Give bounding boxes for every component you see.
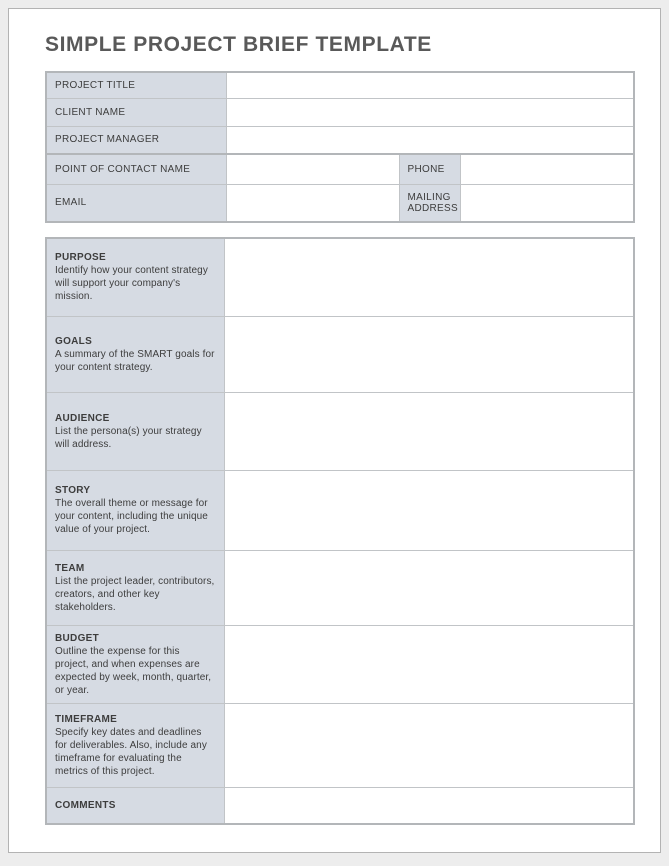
section-description: Specify key dates and deadlines for deliverables. Also, include any timeframe for evaluating the metrics of this project. <box>55 726 207 777</box>
team-input-cell[interactable] <box>224 550 634 625</box>
story-input-cell[interactable] <box>224 470 634 550</box>
table-row <box>46 72 634 98</box>
point-of-contact-label: POINT OF CONTACT NAME <box>46 154 226 184</box>
client-name-label: CLIENT NAME <box>46 98 226 126</box>
table-row <box>46 787 634 824</box>
point-of-contact-input-cell[interactable] <box>226 154 399 184</box>
table-row <box>46 154 634 184</box>
audience-label <box>46 392 224 470</box>
section-description: The overall theme or message for your content, including the unique value of your project. <box>55 498 208 535</box>
contact-info-table <box>45 71 635 223</box>
project-manager-input-cell[interactable] <box>226 126 634 154</box>
project-title-label: PROJECT TITLE <box>46 72 226 98</box>
section-heading: BUDGET <box>55 632 100 644</box>
comments-input-cell[interactable] <box>224 787 634 824</box>
section-heading: PURPOSE <box>55 252 107 264</box>
section-heading: TIMEFRAME <box>55 713 118 725</box>
mailing-address-label: MAILING ADDRESS <box>399 184 460 222</box>
section-heading: COMMENTS <box>55 799 116 811</box>
table-row <box>46 470 634 550</box>
timeframe-input-cell[interactable] <box>224 703 634 787</box>
email-label: EMAIL <box>46 184 226 222</box>
project-sections-table <box>45 237 635 825</box>
story-label <box>46 470 224 550</box>
audience-input-cell[interactable] <box>224 392 634 470</box>
document-page <box>8 8 661 853</box>
table-row <box>46 238 634 316</box>
mailing-address-input-cell[interactable] <box>460 184 634 222</box>
section-heading: TEAM <box>55 562 85 574</box>
goals-input-cell[interactable] <box>224 316 634 392</box>
purpose-label <box>46 238 224 316</box>
purpose-input-cell[interactable] <box>224 238 634 316</box>
project-manager-label: PROJECT MANAGER <box>46 126 226 154</box>
team-label <box>46 550 224 625</box>
email-input-cell[interactable] <box>226 184 399 222</box>
comments-label <box>46 787 224 824</box>
table-row <box>46 392 634 470</box>
section-description: List the project leader, contributors, creators, and other key stakeholders. <box>55 575 215 613</box>
budget-label <box>46 625 224 703</box>
timeframe-label <box>46 703 224 787</box>
table-row <box>46 550 634 625</box>
phone-label: PHONE <box>399 154 460 184</box>
client-name-input-cell[interactable] <box>226 98 634 126</box>
budget-input-cell[interactable] <box>224 625 634 703</box>
phone-input-cell[interactable] <box>460 154 634 184</box>
project-title-input-cell[interactable] <box>226 72 634 98</box>
section-description: Outline the expense for this project, and when expenses are expected by week, month, quarter, or year. <box>55 645 212 696</box>
section-heading: GOALS <box>55 335 93 347</box>
section-description: Identify how your content strategy will support your company's mission. <box>55 265 208 303</box>
table-row <box>46 625 634 703</box>
table-row <box>46 98 634 126</box>
section-heading: AUDIENCE <box>55 412 110 424</box>
section-heading: STORY <box>55 485 91 496</box>
table-row <box>46 316 634 392</box>
page-title: SIMPLE PROJECT BRIEF TEMPLATE <box>45 33 432 56</box>
section-description: A summary of the SMART goals for your content strategy. <box>55 348 215 373</box>
table-row <box>46 184 634 222</box>
goals-label <box>46 316 224 392</box>
table-row <box>46 703 634 787</box>
table-row <box>46 126 634 154</box>
section-description: List the persona(s) your strategy will address. <box>55 425 202 450</box>
